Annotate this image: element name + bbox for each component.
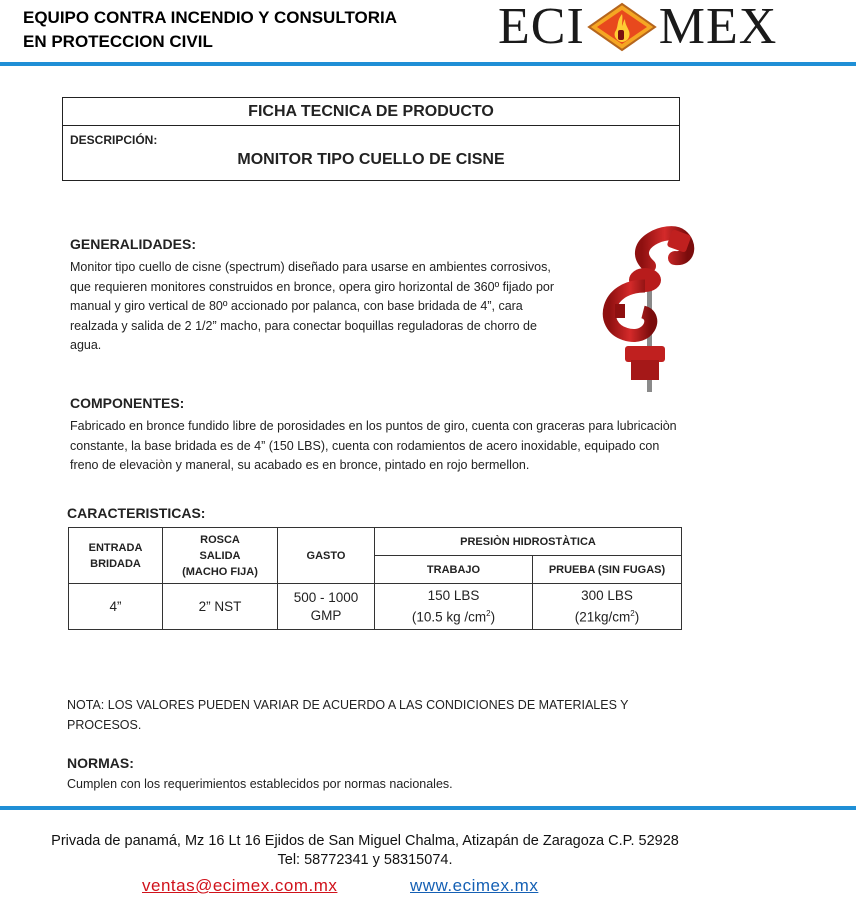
cell-trabajo	[375, 584, 533, 630]
table-row	[69, 584, 682, 630]
componentes-line: freno de elevaciòn y maneral, su acabado es en bronce, pintado en rojo bermellon.	[70, 458, 530, 472]
generalidades-line: realzada y salida de 2 1/2” macho, para conectar boquillas reguladoras de chorro de	[70, 318, 537, 333]
generalidades-heading: GENERALIDADES:	[70, 236, 197, 252]
header-rosca-line3: (MACHO FIJA)	[182, 565, 258, 578]
cell-gasto-line2: GMP	[310, 607, 342, 623]
cell-gasto	[278, 584, 375, 630]
header-presion-hidrostatica: PRESIÒN HIDROSTÀTICA	[375, 528, 682, 556]
cell-trabajo-unit: (10.5 kg /cm	[411, 609, 487, 625]
generalidades-line: agua.	[70, 338, 102, 352]
description-label: DESCRIPCIÓN:	[70, 133, 158, 147]
header-rosca-line2: SALIDA	[199, 549, 241, 562]
componentes-line: constante, la base bridada es de 4” (150 LBS), cuenta con rodamientos de acero inoxidable, equipado con	[70, 438, 660, 453]
product-title-box	[62, 97, 680, 181]
cell-prueba-unit: (21kg/cm	[574, 609, 631, 625]
generalidades-line: Monitor tipo cuello de cisne (spectrum) diseñado para usarse en ambientes corrosivos,	[70, 260, 551, 274]
cell-prueba	[533, 584, 682, 630]
cell-trabajo-close: )	[490, 609, 496, 625]
caracteristicas-heading: CARACTERISTICAS:	[67, 505, 206, 521]
cell-prueba-close: )	[634, 609, 640, 625]
company-name-line2: EN PROTECCION CIVIL	[23, 32, 213, 51]
logo-flame-diamond-icon	[587, 2, 657, 52]
cell-prueba-superscript: 2	[630, 608, 635, 618]
generalidades-line: que requieren monitores construidos en bronce, opera giro horizontal de 360º fijado por	[70, 279, 555, 294]
footer-address: Privada de panamá, Mz 16 Lt 16 Ejidos de San Miguel Chalma, Atizapán de Zaragoza C.P. 52928	[51, 833, 679, 849]
table-header-row	[69, 528, 682, 556]
sheet-title: FICHA TECNICA DE PRODUCTO	[63, 98, 679, 126]
company-name	[23, 6, 453, 54]
header-entrada-line1: ENTRADA	[88, 541, 143, 554]
cell-trabajo-line1: 150 LBS	[427, 587, 480, 603]
gooseneck-monitor-image	[585, 226, 695, 394]
ecimex-logo	[498, 0, 777, 54]
email-link[interactable]: ventas@ecimex.com.mx	[142, 876, 338, 895]
cell-entrada: 4”	[69, 584, 163, 630]
header-rosca-line1: ROSCA	[200, 533, 240, 546]
website-link[interactable]: www.ecimex.mx	[410, 876, 539, 895]
footer-phone: Tel: 58772341 y 58315074.	[277, 852, 453, 868]
normas-text: Cumplen con los requerimientos establecidos por normas nacionales.	[67, 777, 453, 791]
cell-prueba-line1: 300 LBS	[581, 587, 633, 603]
company-name-line1: EQUIPO CONTRA INCENDIO Y CONSULTORIA	[23, 8, 398, 27]
componentes-line: Fabricado en bronce fundido libre de porosidades en los puntos de giro, cuenta con graceras para lubricaciòn	[70, 419, 677, 433]
nota-line2: PROCESOS.	[67, 717, 142, 732]
header-entrada-bridada	[69, 528, 163, 584]
cell-gasto-line1: 500 - 1000	[293, 589, 359, 605]
header-trabajo: TRABAJO	[375, 556, 533, 584]
logo-text-left: ECI	[498, 0, 585, 55]
header-prueba: PRUEBA (SIN FUGAS)	[533, 556, 682, 584]
cell-prueba-line2	[533, 605, 681, 627]
header-rosca-salida	[163, 528, 278, 584]
header-divider	[0, 62, 856, 66]
specifications-table	[68, 527, 682, 630]
cell-trabajo-superscript: 2	[486, 608, 491, 618]
product-name: MONITOR TIPO CUELLO DE CISNE	[237, 151, 505, 168]
header-entrada-line2: BRIDADA	[90, 557, 141, 570]
generalidades-line: manual y giro vertical de 80º accionado por palanca, con base bridada de 4”, cara	[70, 299, 523, 313]
normas-heading: NORMAS:	[67, 755, 134, 771]
generalidades-text	[70, 258, 590, 356]
cell-trabajo-line2	[375, 605, 532, 627]
header-gasto: GASTO	[278, 528, 375, 584]
nota-line1: NOTA: LOS VALORES PUEDEN VARIAR DE ACUERDO A LAS CONDICIONES DE MATERIALES Y	[67, 698, 629, 712]
nota-text	[67, 696, 687, 735]
logo-text-right: MEX	[658, 0, 778, 55]
componentes-heading: COMPONENTES:	[70, 395, 185, 411]
cell-rosca: 2” NST	[163, 584, 278, 630]
componentes-text	[70, 417, 750, 476]
footer-divider	[0, 806, 856, 810]
